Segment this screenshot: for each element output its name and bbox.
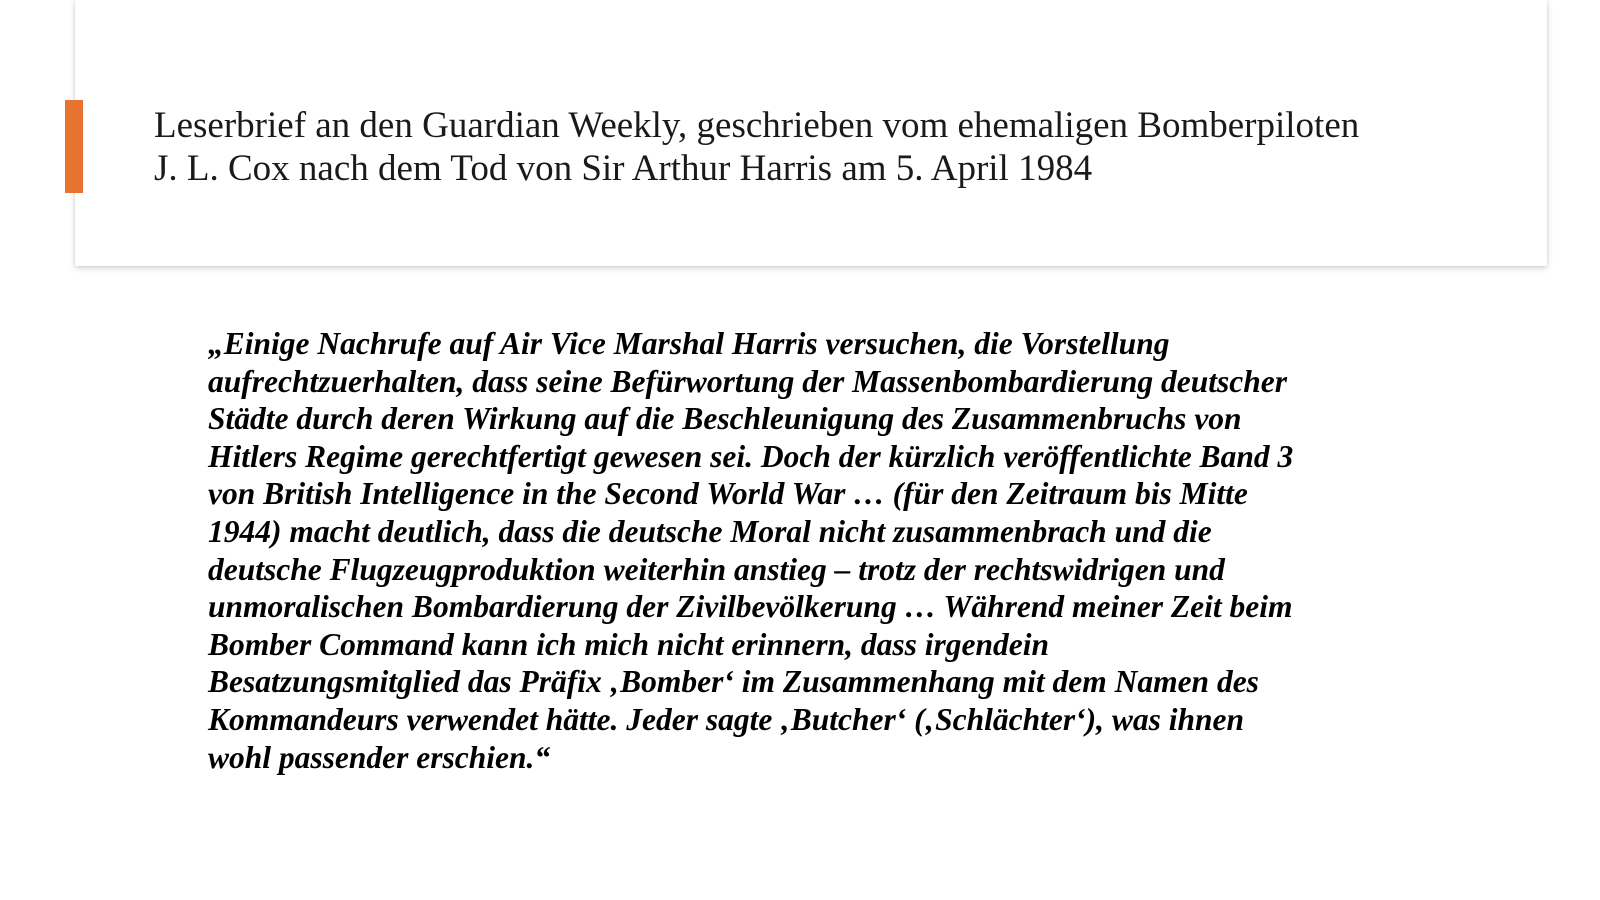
slide-title [154, 104, 1534, 190]
slide-title-line-2: J. L. Cox nach dem Tod von Sir Arthur Harris am 5. April 1984 [154, 148, 1093, 189]
quote-line: Bomber Command kann ich mich nicht erinnern, dass irgendein [208, 626, 1050, 662]
quote-line: „Einige Nachrufe auf Air Vice Marshal Harris versuchen, die Vorstellung [208, 326, 1170, 361]
quote-line: aufrechtzuerhalten, dass seine Befürwortung der Massenbombardierung deutscher [208, 363, 1288, 399]
quote-block [208, 325, 1438, 776]
quote-line: wohl passender erschien.“ [208, 739, 551, 775]
title-accent-bar [65, 100, 83, 193]
quote-line: 1944) macht deutlich, dass die deutsche Moral nicht zusammenbrach und die [208, 513, 1212, 549]
quote-line: unmoralischen Bombardierung der Zivilbevölkerung … Während meiner Zeit beim [208, 589, 1293, 625]
quote-line: von British Intelligence in the Second World War … (für den Zeitraum bis Mitte [208, 476, 1248, 512]
quote-line: Hitlers Regime gerechtfertigt gewesen sei. Doch der kürzlich veröffentlichte Band 3 [208, 438, 1294, 474]
quote-line: Kommandeurs verwendet hätte. Jeder sagte ‚Butcher‘ (‚Schlächter‘), was ihnen [208, 701, 1245, 737]
slide-title-line-1: Leserbrief an den Guardian Weekly, geschrieben vom ehemaligen Bomberpiloten [154, 105, 1360, 146]
quote-line: Städte durch deren Wirkung auf die Beschleunigung des Zusammenbruchs von [208, 401, 1242, 437]
quote-line: Besatzungsmitglied das Präfix ‚Bomber‘ im Zusammenhang mit dem Namen des [208, 664, 1259, 700]
quote-line: deutsche Flugzeugproduktion weiterhin anstieg – trotz der rechtswidrigen und [208, 551, 1225, 587]
